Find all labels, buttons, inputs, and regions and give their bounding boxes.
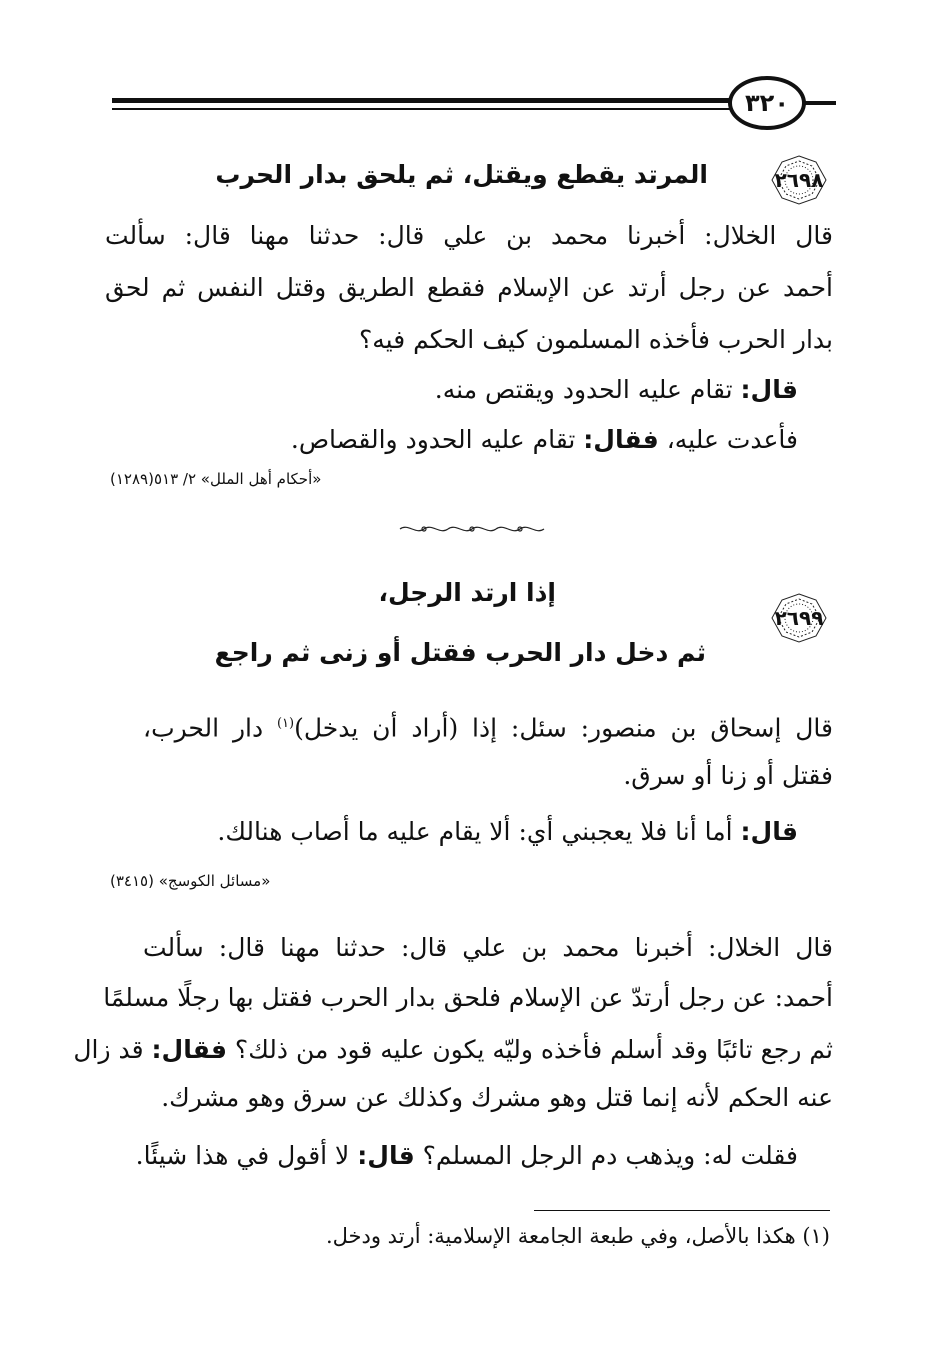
- entry-title-line2: ثم دخل دار الحرب فقتل أو زنى ثم راجع: [214, 638, 706, 667]
- answer-label: قال:: [740, 375, 798, 404]
- text-line: عنه الحكم لأنه إنما قتل وهو مشرك وكذلك عن سرق وهو مشرك.: [161, 1083, 833, 1112]
- text-line: [73, 1030, 833, 1070]
- text-line: أحمد: عن رجل أرتدّ عن الإسلام فلحق بدار الحرب فقتل بها رجلًا مسلمًا: [103, 983, 833, 1012]
- text-line: بدار الحرب فأخذه المسلمون كيف الحكم فيه؟: [358, 325, 833, 354]
- entry-number-badge-icon: [768, 592, 830, 644]
- text-segment: ثم رجع تائبًا وقد أسلم فأخذه وليّه يكون عليه قود من ذلك؟: [226, 1035, 833, 1064]
- text-segment: قد زال: [73, 1035, 152, 1064]
- text-segment: فقلت له: ويذهب دم الرجل المسلم؟: [414, 1141, 798, 1170]
- text-line: قال الخلال: أخبرنا محمد بن علي قال: حدثنا مهنا قال: سألت: [105, 221, 833, 250]
- header-rule-thin: [112, 108, 734, 110]
- text-segment: قال إسحاق بن منصور: سئل: إذا (أراد أن يدخل): [294, 713, 833, 743]
- footnote-reference: (١): [276, 716, 295, 731]
- source-citation: «مسائل الكوسج» (٣٤١٥): [110, 872, 271, 890]
- answer-label: فقال:: [151, 1035, 227, 1064]
- entry-title-line1: إذا ارتد الرجل،: [378, 578, 556, 607]
- entry-number: ٢٦٩٨: [774, 168, 824, 192]
- answer-line: [70, 1136, 798, 1176]
- answer-text: تقام عليه الحدود ويقتص منه.: [434, 375, 741, 404]
- text-line: أحمد عن رجل أرتد عن الإسلام فقطع الطريق وقتل النفس ثم لحق: [105, 273, 833, 302]
- answer-label: فقال:: [583, 425, 659, 454]
- text-segment: دار الحرب،: [143, 713, 277, 743]
- answer-prefix: فأعدت عليه،: [658, 425, 798, 454]
- answer-text: تقام عليه الحدود والقصاص.: [290, 425, 584, 454]
- page-number: ٣٢٠: [728, 76, 806, 130]
- footnote-rule: [534, 1210, 830, 1211]
- answer-text: أما أنا فلا يعجبني أي: ألا يقام عليه ما أصاب هنالك.: [217, 817, 741, 846]
- text-line: قال الخلال: أخبرنا محمد بن علي قال: حدثنا مهنا قال: سألت: [143, 933, 833, 962]
- header-rule: [112, 98, 734, 103]
- answer-label: قال:: [357, 1141, 415, 1170]
- text-line: [143, 704, 833, 748]
- text-segment: لا أقول في هذا شيئًا.: [135, 1141, 358, 1170]
- entry-title: المرتد يقطع ويقتل، ثم يلحق بدار الحرب: [215, 160, 708, 189]
- source-citation: «أحكام أهل الملل» ٢/ ٥١٣(١٢٨٩): [110, 470, 322, 488]
- footnote: (١) هكذا بالأصل، وفي طبعة الجامعة الإسلامية: أرتد ودخل.: [325, 1224, 830, 1248]
- answer-line: [70, 370, 798, 410]
- entry-number-badge-icon: [768, 154, 830, 206]
- answer-line: [70, 420, 798, 460]
- ornament-divider-icon: [398, 522, 546, 536]
- entry-number: ٢٦٩٩: [774, 606, 824, 630]
- answer-line: [70, 812, 798, 852]
- answer-label: قال:: [740, 817, 798, 846]
- text-line: فقتل أو زنا أو سرق.: [623, 761, 833, 790]
